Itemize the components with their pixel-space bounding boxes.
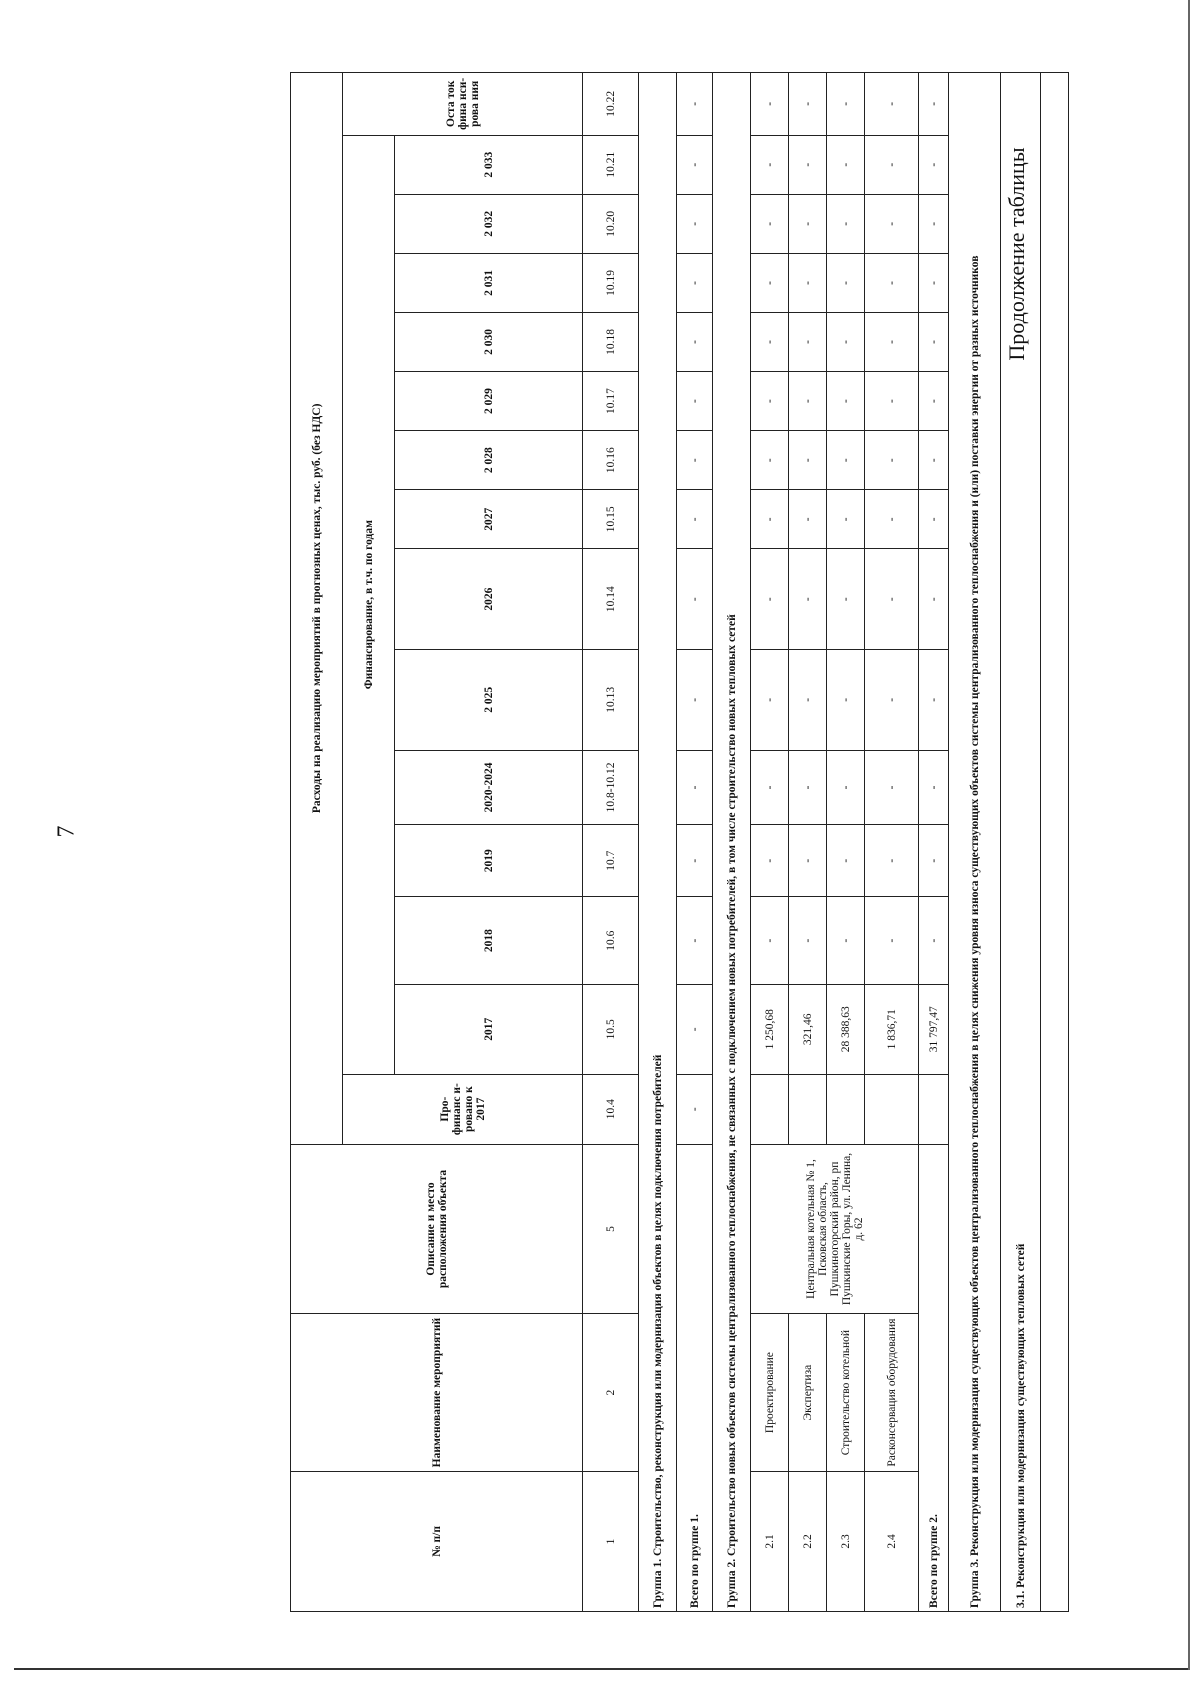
header-year: 2 028: [395, 431, 583, 490]
dash-cell: -: [865, 549, 919, 650]
index-row: [583, 73, 639, 1612]
group1-title: Группа 1. Строительство, реконструкция или модернизация объектов в целях подключения потребителей: [639, 73, 677, 1612]
group1-total-row: [677, 73, 713, 1612]
page-border-bottom: [14, 1668, 1188, 1670]
dash-cell: -: [919, 650, 949, 751]
header-year: 2 029: [395, 372, 583, 431]
expenses-table: [290, 72, 1069, 1612]
dash-cell: -: [751, 897, 789, 985]
dash-cell: -: [789, 312, 827, 371]
dash-cell: -: [677, 984, 713, 1074]
dash-cell: -: [827, 750, 865, 824]
dash-cell: -: [827, 549, 865, 650]
table-row: [827, 73, 865, 1612]
dash-cell: -: [751, 194, 789, 253]
row-name: Расконсервация оборудования: [865, 1314, 919, 1472]
dash-cell: -: [919, 253, 949, 312]
dash-cell: -: [751, 431, 789, 490]
dash-cell: -: [677, 1074, 713, 1144]
row-num: 2.3: [827, 1471, 865, 1611]
dash-cell: -: [789, 372, 827, 431]
dash-cell: -: [865, 825, 919, 897]
dash-cell: -: [677, 825, 713, 897]
row-2017: 28 388,63: [827, 984, 865, 1074]
header-remainder: Оста ток фина нси-рова ния: [343, 73, 583, 136]
header-desc: Описание и место расположения объекта: [291, 1144, 583, 1314]
dash-cell: -: [919, 73, 949, 136]
dash-cell: -: [751, 312, 789, 371]
header-year: 2027: [395, 490, 583, 549]
dash-cell: -: [865, 194, 919, 253]
index-cell: 10.8-10.12: [583, 750, 639, 824]
dash-cell: -: [751, 650, 789, 751]
index-cell: 10.4: [583, 1074, 639, 1144]
index-cell: 10.17: [583, 372, 639, 431]
dash-cell: -: [827, 372, 865, 431]
header-year: 2018: [395, 897, 583, 985]
page-border-right: [1188, 0, 1190, 1670]
dash-cell: -: [677, 490, 713, 549]
dash-cell: -: [677, 135, 713, 194]
index-cell: 5: [583, 1144, 639, 1314]
dash-cell: -: [677, 897, 713, 985]
dash-cell: -: [919, 372, 949, 431]
dash-cell: -: [789, 135, 827, 194]
header-year: 2 032: [395, 194, 583, 253]
table-row: [865, 73, 919, 1612]
dash-cell: -: [789, 431, 827, 490]
dash-cell: -: [919, 312, 949, 371]
dash-cell: -: [827, 490, 865, 549]
dash-cell: -: [789, 549, 827, 650]
row-name: Экспертиза: [789, 1314, 827, 1472]
index-cell: 10.5: [583, 984, 639, 1074]
empty-cell: [865, 1074, 919, 1144]
table-row: [789, 73, 827, 1612]
empty-cell: [919, 1074, 949, 1144]
dash-cell: -: [677, 73, 713, 136]
group2-total-label: Всего по группе 2.: [919, 1144, 949, 1611]
group1-total-label: Всего по группе 1.: [677, 1144, 713, 1611]
dash-cell: -: [789, 750, 827, 824]
empty-cell: [751, 1074, 789, 1144]
dash-cell: -: [677, 194, 713, 253]
dash-cell: -: [789, 825, 827, 897]
dash-cell: -: [919, 194, 949, 253]
dash-cell: -: [751, 549, 789, 650]
dash-cell: -: [865, 253, 919, 312]
dash-cell: -: [919, 897, 949, 985]
dash-cell: -: [751, 73, 789, 136]
header-year: 2 025: [395, 650, 583, 751]
continuation-label: Продолжение таблицы: [1004, 147, 1029, 361]
dash-cell: -: [789, 194, 827, 253]
dash-cell: -: [751, 825, 789, 897]
dash-cell: -: [827, 135, 865, 194]
index-cell: 10.18: [583, 312, 639, 371]
group3-subtitle: 3.1. Реконструкция или модернизация существующих тепловых сетей: [1001, 73, 1041, 1612]
dash-cell: -: [827, 312, 865, 371]
dash-cell: -: [677, 253, 713, 312]
dash-cell: -: [919, 549, 949, 650]
group2-total-row: [919, 73, 949, 1612]
group3-title: Группа 3. Реконструкция или модернизация существующих объектов централизованного теплоснабжения в целях снижения уровня износа существующих объектов системы централизованного теплоснабжения и (или) поставки энергии от разных источников: [949, 73, 1001, 1612]
header-name: Наименование мероприятий: [291, 1314, 583, 1472]
group2-title: Группа 2. Строительство новых объектов системы централизованного теплоснабжения, не связанных с подключением новых потребителей, в том числе строительство новых тепловых сетей: [713, 73, 751, 1612]
header-year: 2020-2024: [395, 750, 583, 824]
dash-cell: -: [919, 750, 949, 824]
dash-cell: -: [677, 750, 713, 824]
header-expenses: Расходы на реализацию мероприятий в прогнозных ценах, тыс. руб. (без НДС): [291, 73, 343, 1145]
dash-cell: -: [919, 490, 949, 549]
header-financing: Финансирование, в т.ч. по годам: [343, 135, 395, 1074]
dash-cell: -: [789, 650, 827, 751]
dash-cell: -: [751, 253, 789, 312]
dash-cell: -: [789, 490, 827, 549]
dash-cell: -: [865, 490, 919, 549]
dash-cell: -: [677, 312, 713, 371]
dash-cell: -: [827, 897, 865, 985]
index-cell: 10.21: [583, 135, 639, 194]
row-2017: 1 250,68: [751, 984, 789, 1074]
index-cell: 10.14: [583, 549, 639, 650]
dash-cell: -: [751, 135, 789, 194]
index-cell: 10.19: [583, 253, 639, 312]
dash-cell: -: [865, 312, 919, 371]
index-cell: 10.13: [583, 650, 639, 751]
dash-cell: -: [827, 825, 865, 897]
dash-cell: -: [789, 253, 827, 312]
dash-cell: -: [751, 490, 789, 549]
header-year: 2026: [395, 549, 583, 650]
dash-cell: -: [827, 194, 865, 253]
row-name: Проектирование: [751, 1314, 789, 1472]
group2-desc: Центральная котельная № 1, Псковская область, Пушкиногорский район, рп Пушкинские Горы, ул. Ленина, д. 62: [751, 1144, 919, 1314]
index-cell: 10.15: [583, 490, 639, 549]
row-2017: 321,46: [789, 984, 827, 1074]
dash-cell: -: [677, 650, 713, 751]
dash-cell: -: [827, 650, 865, 751]
dash-cell: -: [919, 825, 949, 897]
index-cell: 10.20: [583, 194, 639, 253]
dash-cell: -: [919, 431, 949, 490]
empty-cell: [827, 1074, 865, 1144]
dash-cell: -: [789, 73, 827, 136]
group2-total-2017: 31 797,47: [919, 984, 949, 1074]
index-cell: 10.22: [583, 73, 639, 136]
row-name: Строительство котельной: [827, 1314, 865, 1472]
header-profin: Про-финанс и-ровано к 2017: [343, 1074, 583, 1144]
dash-cell: -: [827, 73, 865, 136]
dash-cell: -: [865, 372, 919, 431]
empty-row: [1041, 73, 1069, 1612]
row-num: 2.4: [865, 1471, 919, 1611]
dash-cell: -: [677, 372, 713, 431]
dash-cell: -: [789, 897, 827, 985]
dash-cell: -: [865, 750, 919, 824]
dash-cell: -: [865, 135, 919, 194]
dash-cell: -: [865, 73, 919, 136]
table-row: [751, 73, 789, 1612]
row-num: 2.2: [789, 1471, 827, 1611]
dash-cell: -: [865, 431, 919, 490]
dash-cell: -: [677, 431, 713, 490]
header-num: № п/п: [291, 1471, 583, 1611]
dash-cell: -: [919, 135, 949, 194]
dash-cell: -: [677, 549, 713, 650]
row-2017: 1 836,71: [865, 984, 919, 1074]
dash-cell: -: [827, 431, 865, 490]
empty-cell: [789, 1074, 827, 1144]
index-cell: 2: [583, 1314, 639, 1472]
rotated-table-container: [290, 72, 1050, 1612]
header-year: 2 030: [395, 312, 583, 371]
index-cell: 10.7: [583, 825, 639, 897]
dash-cell: -: [751, 750, 789, 824]
dash-cell: -: [751, 372, 789, 431]
header-year: 2 031: [395, 253, 583, 312]
row-num: 2.1: [751, 1471, 789, 1611]
page-number: 7: [53, 825, 80, 838]
header-year: 2017: [395, 984, 583, 1074]
dash-cell: -: [865, 650, 919, 751]
index-cell: 10.6: [583, 897, 639, 985]
header-year: 2 033: [395, 135, 583, 194]
dash-cell: -: [865, 897, 919, 985]
index-cell: 1: [583, 1471, 639, 1611]
header-year: 2019: [395, 825, 583, 897]
dash-cell: -: [827, 253, 865, 312]
index-cell: 10.16: [583, 431, 639, 490]
